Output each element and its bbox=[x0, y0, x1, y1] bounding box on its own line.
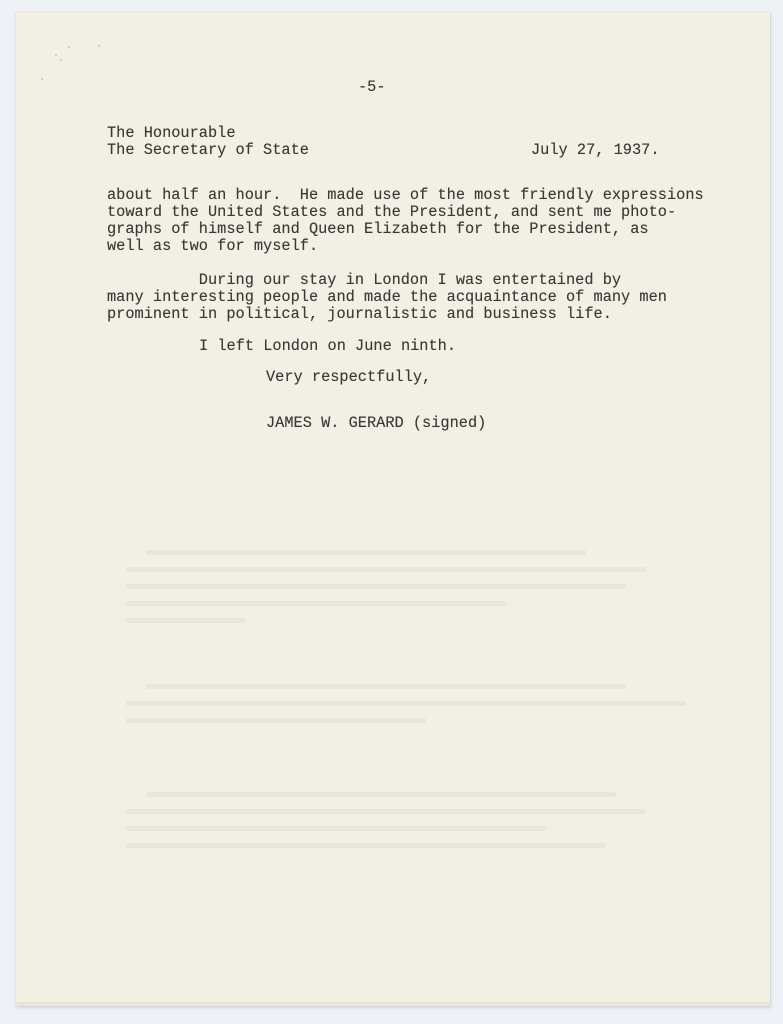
paper-speck bbox=[98, 45, 100, 47]
paragraph-line: toward the United States and the President, and sent me photo- bbox=[107, 203, 677, 221]
paragraph-line: prominent in political, journalistic and business life. bbox=[107, 305, 612, 323]
document-page bbox=[16, 12, 770, 1006]
signature: JAMES W. GERARD (signed) bbox=[266, 414, 487, 432]
paragraph-line: During our stay in London I was entertained by bbox=[107, 271, 622, 289]
paragraph-line: about half an hour. He made use of the most friendly expressions bbox=[107, 186, 704, 204]
paragraph-line: I left London on June ninth. bbox=[199, 337, 457, 355]
paper-speck bbox=[55, 54, 57, 56]
paper-speck bbox=[41, 78, 43, 80]
closing: Very respectfully, bbox=[266, 368, 432, 386]
paragraph-line: many interesting people and made the acquaintance of many men bbox=[107, 288, 667, 306]
addressee-line-1: The Honourable bbox=[107, 124, 236, 142]
letter-date: July 27, 1937. bbox=[531, 141, 660, 159]
paper-speck bbox=[68, 46, 70, 48]
addressee-line-2: The Secretary of State bbox=[107, 141, 309, 159]
page-number: -5- bbox=[358, 78, 386, 96]
paper-speck bbox=[60, 59, 62, 61]
paragraph-line: well as two for myself. bbox=[107, 237, 319, 255]
paragraph-line: graphs of himself and Queen Elizabeth for the President, as bbox=[107, 220, 649, 238]
